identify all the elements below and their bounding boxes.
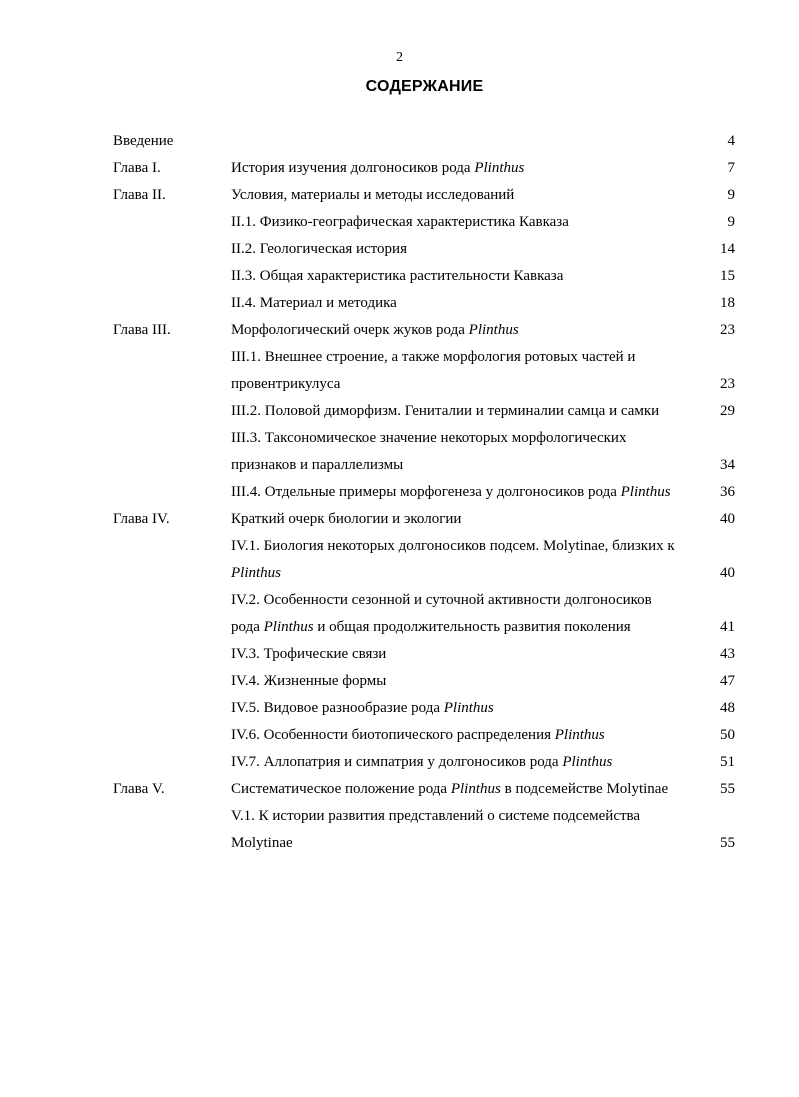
- toc-entry-title: [231, 560, 281, 587]
- toc-entry-title: [231, 209, 569, 236]
- toc-page-number: 18: [720, 295, 735, 311]
- toc-page-number: 40: [720, 511, 735, 527]
- toc-entry-text: в подсемействе Molytinae: [500, 781, 669, 797]
- toc-row: [0, 722, 799, 749]
- toc-row: [0, 290, 799, 317]
- toc-row: [0, 209, 799, 236]
- toc-row: [0, 479, 799, 506]
- toc-row: [0, 695, 799, 722]
- toc-entry-title: [231, 506, 461, 533]
- toc-entry-text: и общая продолжительность развития поколения: [313, 619, 631, 635]
- toc-entry-italic-text: Plinthus: [468, 322, 519, 338]
- toc-entry-text: IV.3. Трофические связи: [231, 646, 387, 662]
- toc-entry-text: IV.2. Особенности сезонной и суточной активности долгоносиков: [231, 592, 652, 608]
- toc-entry-title: [231, 155, 524, 182]
- toc-entry-text: Систематическое положение рода: [231, 781, 451, 797]
- toc-entry-title: [231, 641, 386, 668]
- toc-entry-text: Краткий очерк биологии и экологии: [231, 511, 462, 527]
- toc-entry-text: История изучения долгоносиков рода: [231, 160, 475, 176]
- toc-row: [0, 425, 799, 452]
- toc-row: [0, 317, 799, 344]
- toc-row: [0, 128, 799, 155]
- toc-entry-text: Условия, материалы и методы исследований: [231, 187, 515, 203]
- toc-page-number: 47: [720, 673, 735, 689]
- toc-row: [0, 452, 799, 479]
- toc-entry-text: V.1. К истории развития представлений о системе подсемейства: [231, 808, 641, 824]
- toc-row: [0, 803, 799, 830]
- toc-entry-title: [231, 614, 631, 641]
- toc-page-number: 14: [720, 241, 735, 257]
- toc-page-number: 7: [727, 160, 735, 176]
- toc-entry-italic-text: Plinthus: [620, 484, 671, 500]
- toc-chapter-label: Глава IV.: [113, 511, 170, 527]
- toc-page-number: 15: [720, 268, 735, 284]
- toc-entry-text: II.2. Геологическая история: [231, 241, 407, 257]
- toc-row: [0, 155, 799, 182]
- toc-entry-text: признаков и параллелизмы: [231, 457, 404, 473]
- toc-row: [0, 533, 799, 560]
- toc-chapter-label: Глава II.: [113, 187, 166, 203]
- toc-chapter-label: Введение: [113, 133, 174, 149]
- toc-entry-title: [231, 182, 514, 209]
- toc-row: [0, 830, 799, 857]
- page-number: 2: [396, 50, 403, 65]
- toc-page-number: 36: [720, 484, 735, 500]
- page-title: СОДЕРЖАНИЕ: [365, 78, 484, 95]
- toc-row: [0, 236, 799, 263]
- toc-entry-text: II.1. Физико-географическая характеристика Кавказа: [231, 214, 569, 230]
- toc-entry-title: [231, 776, 668, 803]
- toc-page-number: 48: [720, 700, 735, 716]
- toc-entry-text: III.4. Отдельные примеры морфогенеза у долгоносиков рода: [231, 484, 621, 500]
- toc-row: [0, 749, 799, 776]
- toc-row: [0, 587, 799, 614]
- toc-page-number: 55: [720, 781, 735, 797]
- toc-row: [0, 641, 799, 668]
- toc-entry-title: [231, 317, 519, 344]
- toc-row: [0, 614, 799, 641]
- toc-entry-title: [231, 425, 626, 452]
- toc-entry-italic-text: Plinthus: [263, 619, 314, 635]
- toc-page-number: 23: [720, 376, 735, 392]
- toc-page-number: 41: [720, 619, 735, 635]
- toc-entry-title: [231, 263, 563, 290]
- toc-entry-title: [231, 668, 386, 695]
- toc-entry-title: [231, 398, 659, 425]
- toc-entry-text: III.2. Половой диморфизм. Гениталии и терминалии самца и самки: [231, 403, 660, 419]
- toc-row: [0, 668, 799, 695]
- toc-page-number: 4: [727, 133, 735, 149]
- toc-entry-title: [231, 803, 640, 830]
- toc-page-number: 9: [727, 214, 735, 230]
- toc-entry-italic-text: Plinthus: [450, 781, 501, 797]
- toc-page-number: 9: [727, 187, 735, 203]
- toc-entry-text: IV.6. Особенности биотопического распределения: [231, 727, 555, 743]
- toc-page-number: 34: [720, 457, 735, 473]
- toc-entry-italic-text: Plinthus: [562, 754, 613, 770]
- toc-entry-title: [231, 830, 293, 857]
- toc-row: [0, 371, 799, 398]
- toc-entry-title: [231, 749, 612, 776]
- toc-page-number: 23: [720, 322, 735, 338]
- toc-row: [0, 182, 799, 209]
- toc-page-number: 50: [720, 727, 735, 743]
- toc-entry-title: [231, 452, 403, 479]
- toc-entry-title: [231, 722, 605, 749]
- toc-entry-text: рода: [231, 619, 264, 635]
- toc-entry-text: III.1. Внешнее строение, а также морфология ротовых частей и: [231, 349, 636, 365]
- toc-page-number: 43: [720, 646, 735, 662]
- toc-entry-title: [231, 587, 652, 614]
- toc-row: [0, 344, 799, 371]
- toc-entry-text: Морфологический очерк жуков рода: [231, 322, 469, 338]
- toc-chapter-label: Глава I.: [113, 160, 161, 176]
- toc-entry-text: провентрикулуса: [231, 376, 341, 392]
- toc-entry-text: IV.4. Жизненные формы: [231, 673, 387, 689]
- toc-entry-text: II.4. Материал и методика: [231, 295, 397, 311]
- toc-entry-italic-text: Plinthus: [443, 700, 494, 716]
- toc-entry-text: Molytinae: [231, 835, 293, 851]
- toc-entry-title: [231, 236, 407, 263]
- toc-entry-italic-text: Plinthus: [474, 160, 525, 176]
- toc-row: [0, 560, 799, 587]
- toc-page-number: 55: [720, 835, 735, 851]
- toc-page-number: 29: [720, 403, 735, 419]
- toc-entry-title: [231, 479, 671, 506]
- toc-entry-text: II.3. Общая характеристика растительности Кавказа: [231, 268, 564, 284]
- toc-entry-title: [231, 695, 494, 722]
- toc-page-number: 40: [720, 565, 735, 581]
- toc-page-number: 51: [720, 754, 735, 770]
- toc-chapter-label: Глава III.: [113, 322, 171, 338]
- toc-row: [0, 263, 799, 290]
- toc-row: [0, 776, 799, 803]
- toc-entry-italic-text: Plinthus: [554, 727, 605, 743]
- toc-entry-title: [231, 290, 397, 317]
- toc-row: [0, 506, 799, 533]
- toc-entry-text: IV.5. Видовое разнообразие рода: [231, 700, 444, 716]
- toc-entry-title: [231, 533, 675, 560]
- toc-entry-title: [231, 371, 340, 398]
- toc-entry-text: III.3. Таксономическое значение некоторых морфологических: [231, 430, 627, 446]
- table-of-contents: [0, 128, 799, 857]
- toc-entry-text: IV.7. Аллопатрия и симпатрия у долгоносиков рода: [231, 754, 563, 770]
- toc-chapter-label: Глава V.: [113, 781, 165, 797]
- toc-row: [0, 398, 799, 425]
- toc-entry-italic-text: Plinthus: [231, 565, 282, 581]
- toc-entry-text: IV.1. Биология некоторых долгоносиков подсем. Molytinae, близких к: [231, 538, 675, 554]
- toc-entry-title: [231, 344, 635, 371]
